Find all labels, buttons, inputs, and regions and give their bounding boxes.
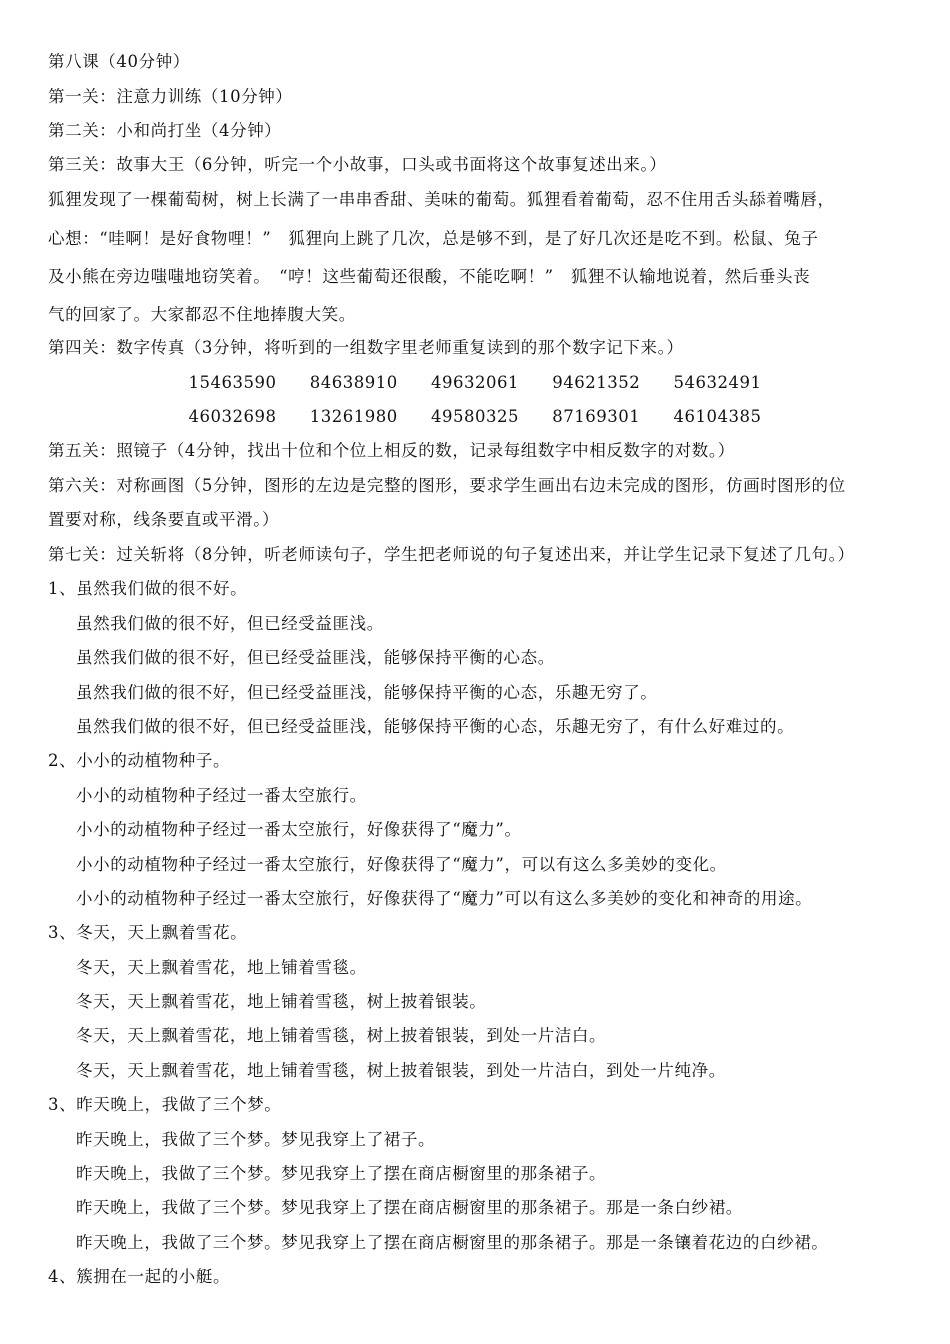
sentence-line: 小小的动植物种子经过一番太空旅行，好像获得了“魔力”，可以有这么多美妙的变化。 <box>76 855 727 874</box>
sentence-line: 冬天，天上飘着雪花，地上铺着雪毯，树上披着银装，到处一片洁白，到处一片纯净。 <box>76 1061 726 1080</box>
sentence-group-heading: 3、昨天晚上，我做了三个梦。 <box>48 1095 282 1114</box>
number-item: 49632061 <box>431 373 519 392</box>
number-item: 15463590 <box>188 373 277 392</box>
level-5-heading: 第五关：照镜子（4分钟，找出十位和个位上相反的数，记录每组数字中相反数字的对数。） <box>48 441 735 460</box>
story-line: 气的回家了。大家都忍不住地捧腹大笑。 <box>48 305 356 324</box>
sentence-line: 昨天晚上，我做了三个梦。梦见我穿上了摆在商店橱窗里的那条裙子。 <box>76 1164 607 1183</box>
sentence-line: 虽然我们做的很不好，但已经受益匪浅，能够保持平衡的心态。 <box>76 648 555 667</box>
level-3-heading: 第三关：故事大王（6分钟，听完一个小故事，口头或书面将这个故事复述出来。） <box>48 155 667 174</box>
sentence-line: 昨天晚上，我做了三个梦。梦见我穿上了摆在商店橱窗里的那条裙子。那是一条白纱裙。 <box>76 1198 743 1217</box>
sentence-line: 虽然我们做的很不好，但已经受益匪浅，能够保持平衡的心态，乐趣无穷了，有什么好难过的。 <box>76 717 795 736</box>
level-6-continued: 置要对称，线条要直或平滑。） <box>48 510 280 529</box>
level-1-heading: 第一关：注意力训练（10分钟） <box>48 87 293 106</box>
sentence-line: 冬天，天上飘着雪花，地上铺着雪毯，树上披着银装。 <box>76 992 487 1011</box>
level-6-heading: 第六关：对称画图（5分钟，图形的左边是完整的图形，要求学生画出右边未完成的图形，仿画时图形的位 <box>48 476 846 495</box>
sentence-group-heading: 4、簇拥在一起的小艇。 <box>48 1267 231 1286</box>
number-item: 54632491 <box>673 373 762 392</box>
level-2-heading: 第二关：小和尚打坐（4分钟） <box>48 121 282 140</box>
story-line: 心想：“哇啊！是好食物哩！” 狐狸向上跳了几次，总是够不到，是了好几次还是吃不到。松鼠、兔子 <box>48 229 819 248</box>
lesson-title: 第八课（40分钟） <box>48 52 190 71</box>
number-item: 87169301 <box>552 407 641 426</box>
sentence-line: 虽然我们做的很不好，但已经受益匪浅。 <box>76 614 384 633</box>
sentence-group-heading: 2、小小的动植物种子。 <box>48 751 231 770</box>
sentence-line: 冬天，天上飘着雪花，地上铺着雪毯，树上披着银装，到处一片洁白。 <box>76 1026 607 1045</box>
sentence-line: 昨天晚上，我做了三个梦。梦见我穿上了摆在商店橱窗里的那条裙子。那是一条镶着花边的白纱裙。 <box>76 1233 829 1252</box>
sentence-line: 虽然我们做的很不好，但已经受益匪浅，能够保持平衡的心态，乐趣无穷了。 <box>76 683 658 702</box>
level-7-heading: 第七关：过关斩将（8分钟，听老师读句子，学生把老师说的句子复述出来，并让学生记录下复述了几句。） <box>48 545 855 564</box>
sentence-line: 小小的动植物种子经过一番太空旅行，好像获得了“魔力”。 <box>76 820 522 839</box>
number-item: 84638910 <box>309 373 398 392</box>
number-item: 46104385 <box>673 407 762 426</box>
sentence-line: 昨天晚上，我做了三个梦。梦见我穿上了裙子。 <box>76 1130 436 1149</box>
sentence-line: 小小的动植物种子经过一番太空旅行，好像获得了“魔力”可以有这么多美妙的变化和神奇的用途。 <box>76 889 813 908</box>
number-item: 94621352 <box>552 373 641 392</box>
sentence-group-heading: 1、虽然我们做的很不好。 <box>48 579 248 598</box>
number-row-1 <box>0 372 950 394</box>
level-4-heading: 第四关：数字传真（3分钟，将听到的一组数字里老师重复读到的那个数字记下来。） <box>48 338 684 357</box>
story-line: 狐狸发现了一棵葡萄树，树上长满了一串串香甜、美味的葡萄。狐狸看着葡萄，忍不住用舌头舔着嘴唇， <box>48 190 835 209</box>
story-line: 及小熊在旁边嗤嗤地窃笑着。 “哼！这些葡萄还很酸，不能吃啊！” 狐狸不认输地说着，然后垂头丧 <box>48 267 811 286</box>
number-row-2 <box>0 406 950 428</box>
sentence-line: 冬天，天上飘着雪花，地上铺着雪毯。 <box>76 958 367 977</box>
number-item: 13261980 <box>309 407 398 426</box>
sentence-line: 小小的动植物种子经过一番太空旅行。 <box>76 786 367 805</box>
sentence-group-heading: 3、冬天，天上飘着雪花。 <box>48 923 248 942</box>
number-item: 49580325 <box>431 407 519 426</box>
number-item: 46032698 <box>188 407 277 426</box>
